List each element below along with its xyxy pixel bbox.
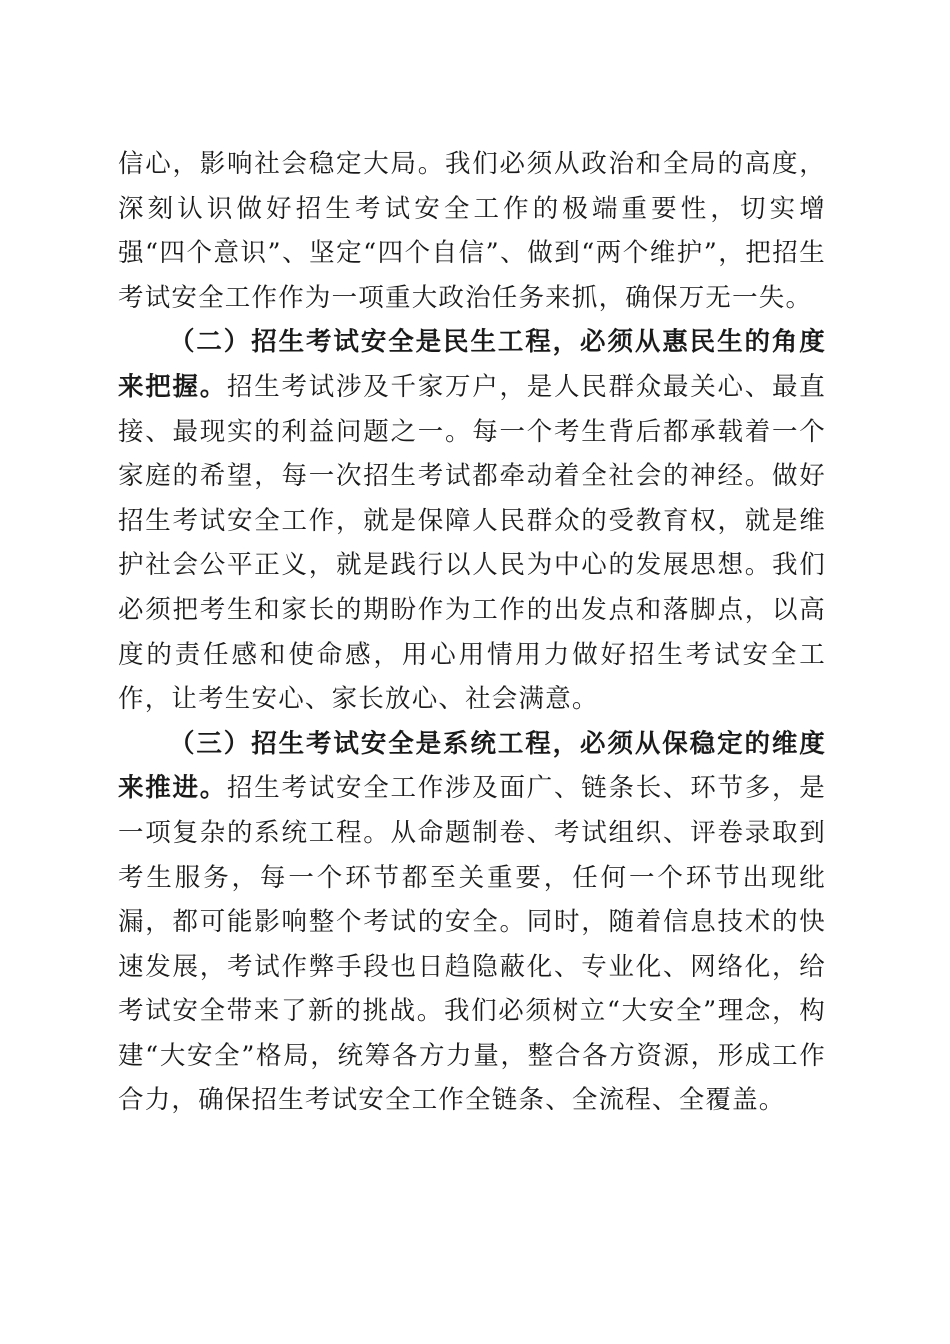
document-page	[118, 142, 826, 1123]
paragraph-body: 招生考试安全工作涉及面广、链条长、环节多，是一项复杂的系统工程。从命题制卷、考试组织、评卷录取到考生服务，每一个环节都至关重要，任何一个环节出现纰漏，都可能影响整个考试的安全。同时，随着信息技术的快速发展，考试作弊手段也日趋隐蔽化、专业化、网络化，给考试安全带来了新的挑战。我们必须树立“大安全”理念，构建“大安全”格局，统筹各方力量，整合各方资源，形成工作合力，确保招生考试安全工作全链条、全流程、全覆盖。	[118, 773, 826, 1116]
paragraph-continuation	[118, 142, 826, 320]
paragraph-body: 信心，影响社会稳定大局。我们必须从政治和全局的高度，深刻认识做好招生考试安全工作的极端重要性，切实增强“四个意识”、坚定“四个自信”、做到“两个维护”，把招生考试安全工作作为一项重大政治任务来抓，确保万无一失。	[118, 149, 826, 313]
section-heading: （二）招生考试安全是民生工程，必须从惠民生的角度来把握。	[118, 327, 826, 402]
section-heading: （三）招生考试安全是系统工程，必须从保稳定的维度来推进。	[118, 728, 826, 804]
paragraph-body: 招生考试涉及千家万户，是人民群众最关心、最直接、最现实的利益问题之一。每一个考生背后都承载着一个家庭的希望，每一次招生考试都牵动着全社会的神经。做好招生考试安全工作，就是保障人民群众的受教育权，就是维护社会公平正义，就是践行以人民为中心的发展思想。我们必须把考生和家长的期盼作为工作的出发点和落脚点，以高度的责任感和使命感，用心用情用力做好招生考试安全工作，让考生安心、家长放心、社会满意。	[118, 371, 826, 715]
paragraph-section-3	[118, 722, 826, 1123]
paragraph-section-2	[118, 320, 826, 721]
